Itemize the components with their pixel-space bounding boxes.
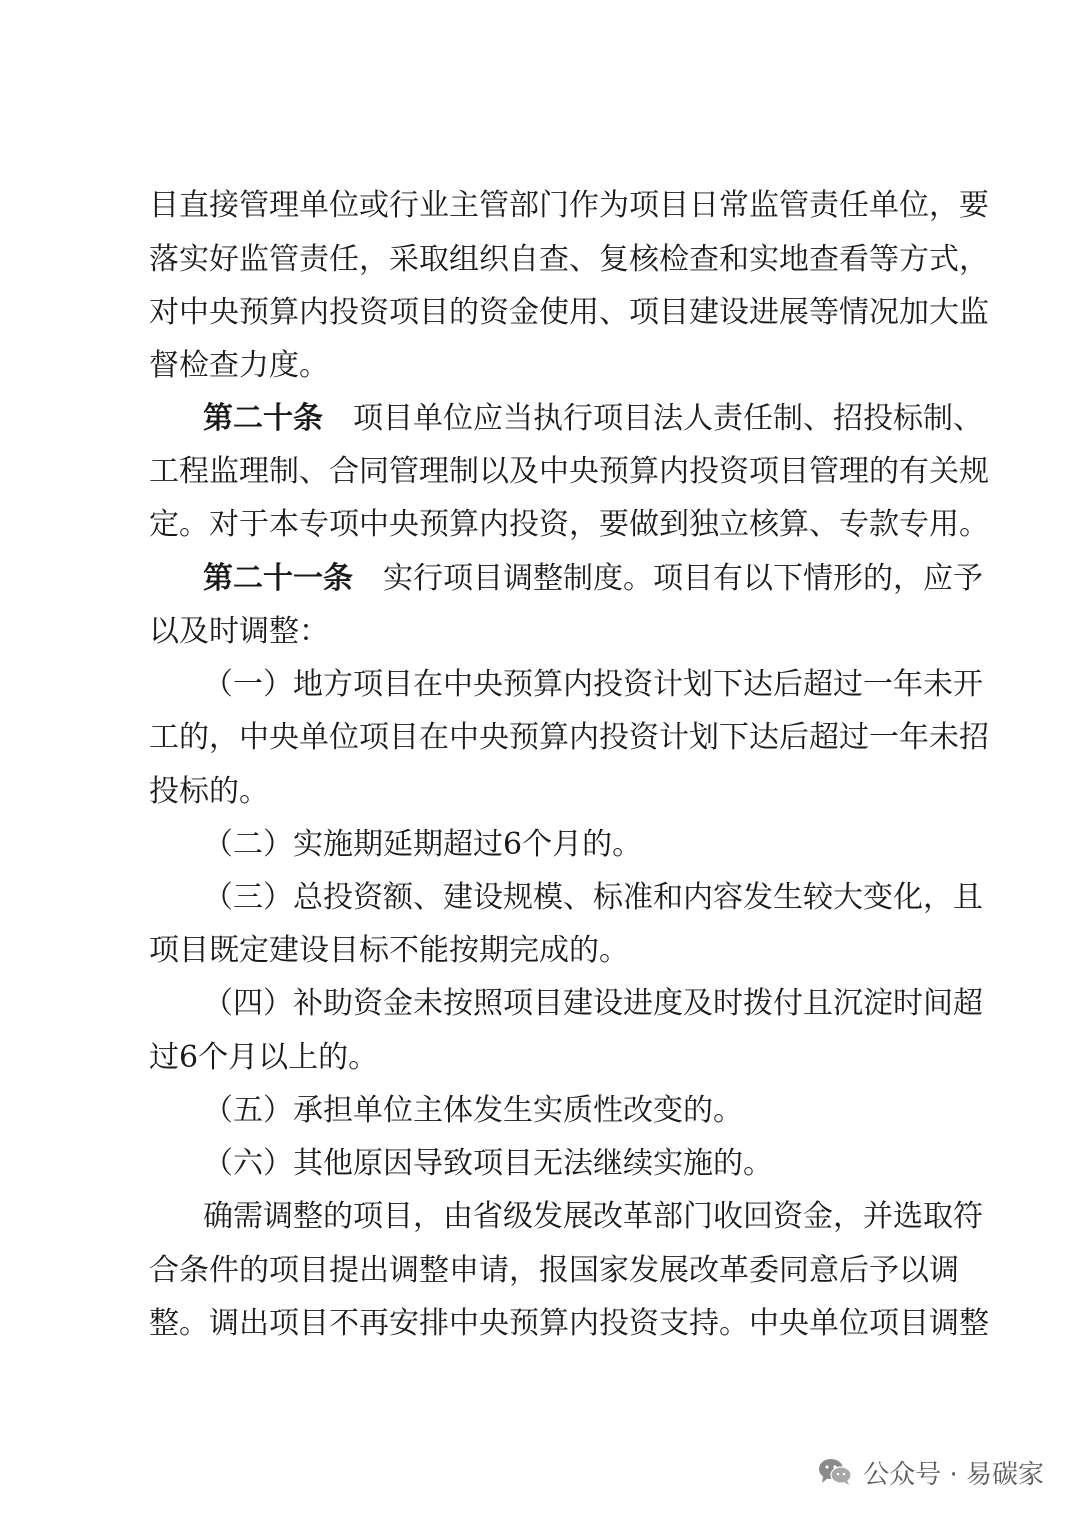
article-20-heading: 第二十条 — [203, 401, 323, 436]
text-line: 确需调整的项目，由省级发展改革部门收回资金，并选取符 — [203, 1199, 983, 1234]
text-line: 督检查力度。 — [149, 348, 329, 383]
wechat-icon — [817, 1457, 853, 1487]
text-line: 合条件的项目提出调整申请，报国家发展改革委同意后予以调 — [149, 1253, 959, 1288]
article-21-line — [203, 559, 983, 599]
text-line: 以及时调整： — [149, 614, 329, 649]
text-line: 投标的。 — [149, 774, 269, 809]
text-line: 项目既定建设目标不能按期完成的。 — [149, 933, 629, 968]
text-line: （六）其他原因导致项目无法继续实施的。 — [203, 1146, 773, 1181]
text-line: （四）补助资金未按照项目建设进度及时拨付且沉淀时间超 — [203, 986, 983, 1021]
text-line: （二）实施期延期超过6个月的。 — [203, 827, 643, 862]
text-line: （一）地方项目在中央预算内投资计划下达后超过一年未开 — [203, 667, 983, 702]
article-21-heading: 第二十一条 — [203, 561, 353, 596]
text-line: （三）总投资额、建设规模、标准和内容发生较大变化，且 — [203, 880, 983, 915]
text-line: 工程监理制、合同管理制以及中央预算内投资项目管理的有关规 — [149, 454, 989, 489]
watermark-text: 公众号 · 易碳家 — [863, 1459, 1044, 1490]
article-21-text: 实行项目调整制度。项目有以下情形的，应予 — [383, 561, 983, 596]
text-line: 过6个月以上的。 — [149, 1040, 379, 1075]
text-line: 工的，中央单位项目在中央预算内投资计划下达后超过一年未招 — [149, 720, 989, 755]
text-line: 定。对于本专项中央预算内投资，要做到独立核算、专款专用。 — [149, 507, 989, 542]
text-line: （五）承担单位主体发生实质性改变的。 — [203, 1093, 743, 1128]
text-line: 整。调出项目不再安排中央预算内投资支持。中央单位项目调整 — [149, 1306, 989, 1341]
text-line: 目直接管理单位或行业主管部门作为项目日常监管责任单位，要 — [149, 188, 989, 223]
text-line: 对中央预算内投资项目的资金使用、项目建设进展等情况加大监 — [149, 295, 989, 330]
watermark — [817, 1452, 1044, 1492]
article-20-line — [203, 399, 983, 439]
article-20-text: 项目单位应当执行项目法人责任制、招投标制、 — [353, 401, 983, 436]
text-line: 落实好监管责任，采取组织自查、复核检查和实地查看等方式， — [149, 242, 989, 277]
